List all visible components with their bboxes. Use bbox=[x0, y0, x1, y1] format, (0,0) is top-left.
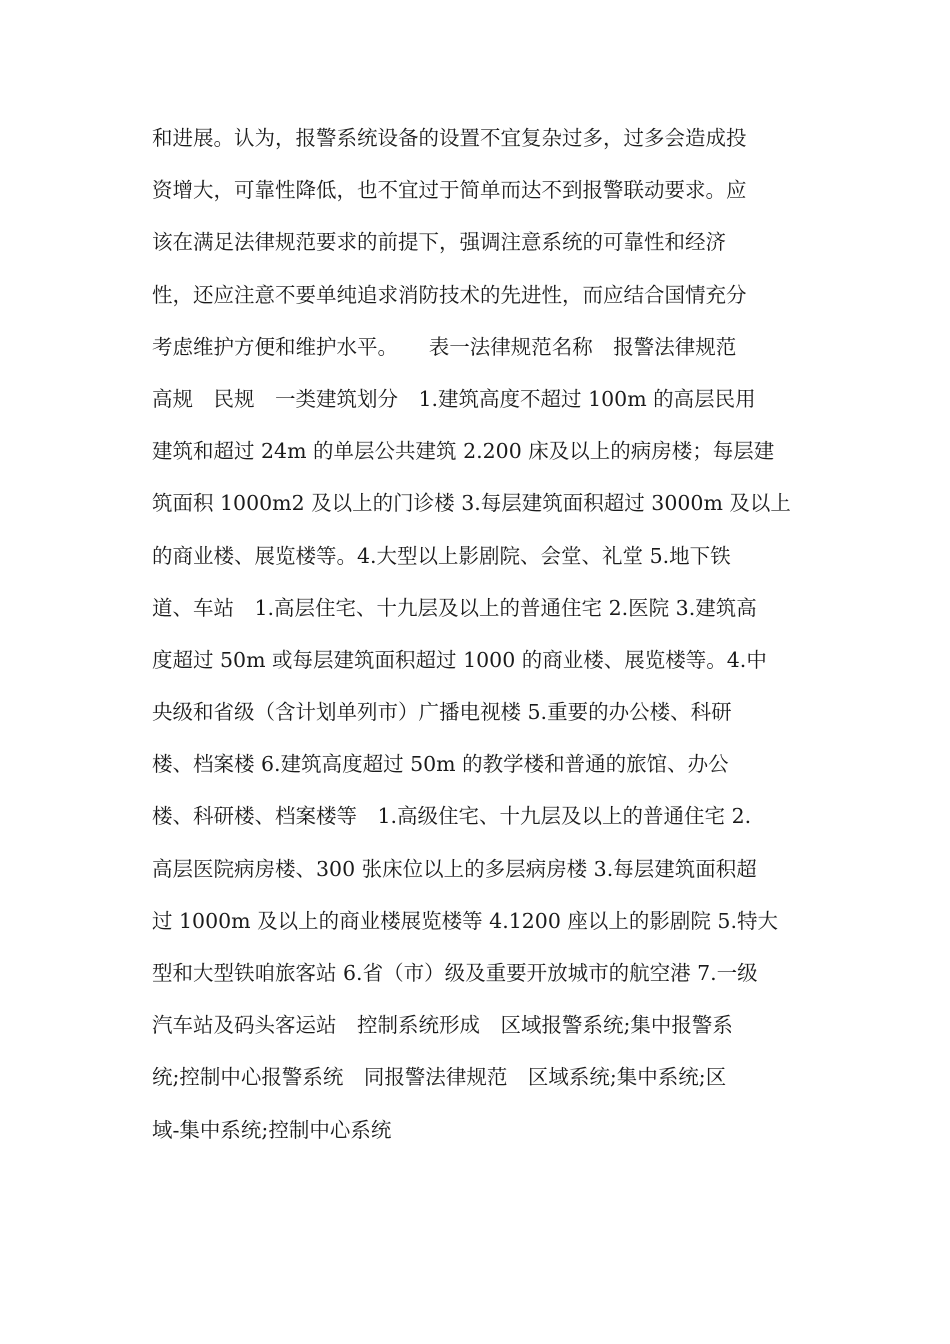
text-line: 道、车站 1.高层住宅、十九层及以上的普通住宅 2.医院 3.建筑高 bbox=[152, 595, 757, 620]
text-line: 该在满足法律规范要求的前提下，强调注意系统的可靠性和经济 bbox=[152, 230, 726, 255]
text-line: 高层医院病房楼、300 张床位以上的多层病房楼 3.每层建筑面积超 bbox=[152, 856, 757, 881]
text-line: 高规 民规 一类建筑划分 1.建筑高度不超过 100m 的高层民用 bbox=[152, 386, 756, 411]
text-line: 汽车站及码头客运站 控制系统形成 区域报警系统;集中报警系 bbox=[152, 1013, 733, 1038]
text-line: 考虑维护方便和维护水平。 表一法律规范名称 报警法律规范 bbox=[152, 334, 737, 359]
text-line: 的商业楼、展览楼等。4.大型以上影剧院、会堂、礼堂 5.地下铁 bbox=[152, 543, 731, 568]
text-line: 央级和省级（含计划单列市）广播电视楼 5.重要的办公楼、科研 bbox=[152, 700, 732, 725]
text-line: 资增大，可靠性降低，也不宜过于简单而达不到报警联动要求。应 bbox=[152, 178, 747, 203]
text-line: 筑面积 1000m2 及以上的门诊楼 3.每层建筑面积超过 3000m 及以上 bbox=[152, 491, 791, 516]
text-line: 度超过 50m 或每层建筑面积超过 1000 的商业楼、展览楼等。4.中 bbox=[152, 647, 767, 672]
text-line: 建筑和超过 24m 的单层公共建筑 2.200 床及以上的病房楼；每层建 bbox=[152, 439, 775, 464]
body-paragraph bbox=[152, 112, 802, 1156]
text-line: 性，还应注意不要单纯追求消防技术的先进性，而应结合国情充分 bbox=[152, 282, 747, 307]
text-line: 型和大型铁咱旅客站 6.省（市）级及重要开放城市的航空港 7.一级 bbox=[152, 961, 758, 985]
text-line: 楼、科研楼、档案楼等 1.高级住宅、十九层及以上的普通住宅 2. bbox=[152, 804, 752, 829]
text-line: 楼、档案楼 6.建筑高度超过 50m 的教学楼和普通的旅馆、办公 bbox=[152, 752, 729, 777]
text-line: 和进展。认为，报警系统设备的设置不宜复杂过多，过多会造成投 bbox=[152, 126, 747, 150]
text-line: 统;控制中心报警系统 同报警法律规范 区域系统;集中系统;区 bbox=[152, 1065, 727, 1090]
text-line: 域-集中系统;控制中心系统 bbox=[152, 1117, 392, 1142]
text-line: 过 1000m 及以上的商业楼展览楼等 4.1200 座以上的影剧院 5.特大 bbox=[152, 908, 778, 933]
